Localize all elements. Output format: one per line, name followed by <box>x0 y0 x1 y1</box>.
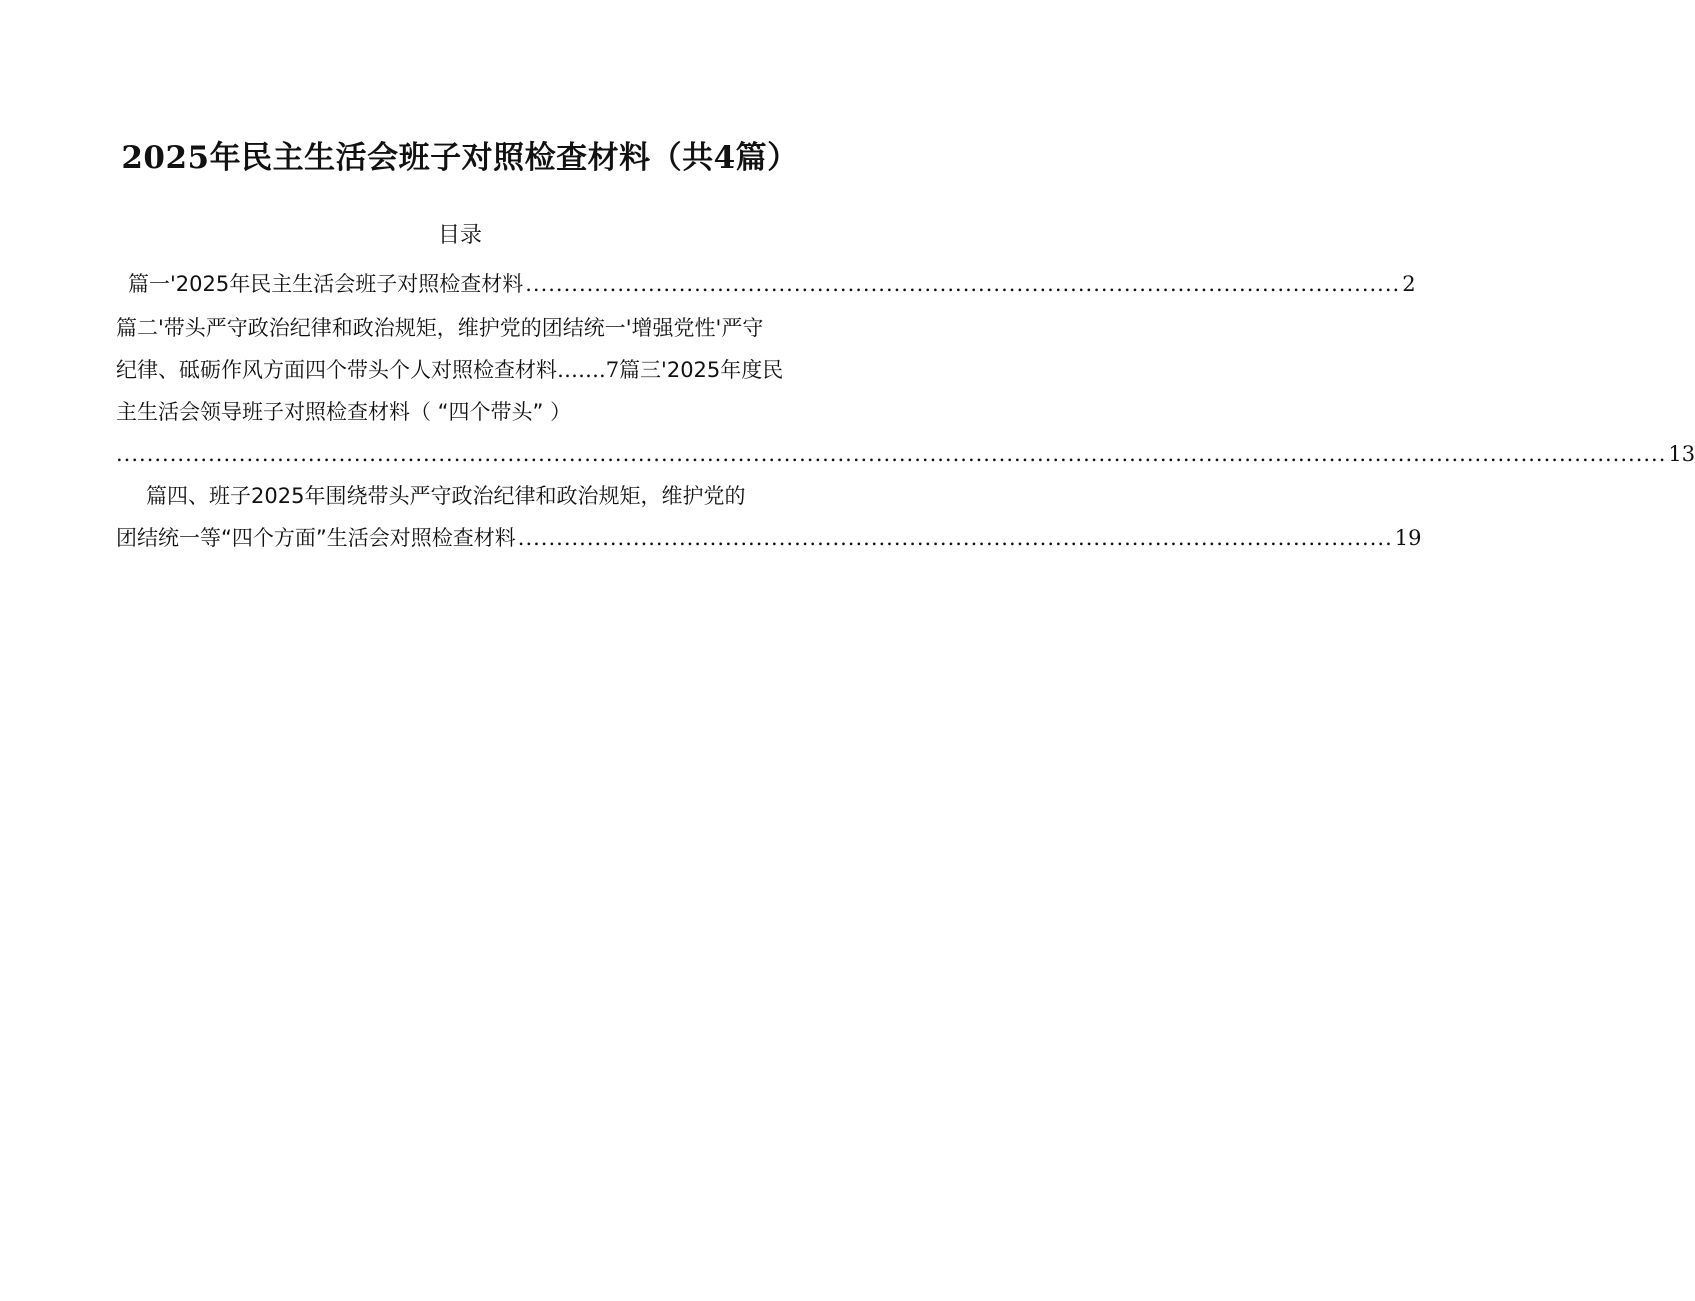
dot-leader: .................................................................................................................. <box>525 272 1401 296</box>
toc-entry-4-page: 19 <box>1394 526 1422 550</box>
toc-entry-4-line-1[interactable]: 篇四、班子2025年围绕带头严守政治纪律和政治规矩，维护党的 <box>146 484 746 508</box>
toc-entry-3-line-3[interactable]: 主生活会领导班子对照检查材料（ “四个带头” ） <box>116 400 572 424</box>
toc-entry-3-page: 13 <box>1668 442 1695 466</box>
toc-entry-2-line-2[interactable] <box>116 352 783 388</box>
toc-entry-4-line-2[interactable] <box>116 520 1422 556</box>
toc-entry-1-title: 篇一'2025年民主生活会班子对照检查材料 <box>128 272 524 296</box>
dot-leader: .................................................................................................................. <box>517 526 1393 550</box>
toc-heading: 目录 <box>437 223 482 248</box>
toc-entry-1[interactable] <box>128 266 1416 302</box>
toc-entry-2-title-end: 纪律、砥砺作风方面四个带头个人对照检查材料 <box>116 358 557 382</box>
toc-entry-1-page: 2 <box>1402 272 1416 296</box>
toc-entry-2-page: 7 <box>605 358 620 382</box>
toc-entry-2-line-1[interactable]: 篇二'带头严守政治纪律和政治规矩，维护党的团结统一'增强党性'严守 <box>116 316 764 340</box>
dot-leader: .......................................................................................................................................................................................................... <box>116 442 1667 466</box>
document-title: 2025年民主生活会班子对照检查材料（共4篇） <box>121 140 799 176</box>
toc-entry-4-title-end: 团结统一等“四个方面”生活会对照检查材料 <box>116 526 516 550</box>
dot-leader: ……. <box>557 358 606 382</box>
toc-entry-3-title-start: 篇三'2025年度民 <box>619 358 784 382</box>
toc-entry-3-leader-line[interactable] <box>116 436 1695 472</box>
